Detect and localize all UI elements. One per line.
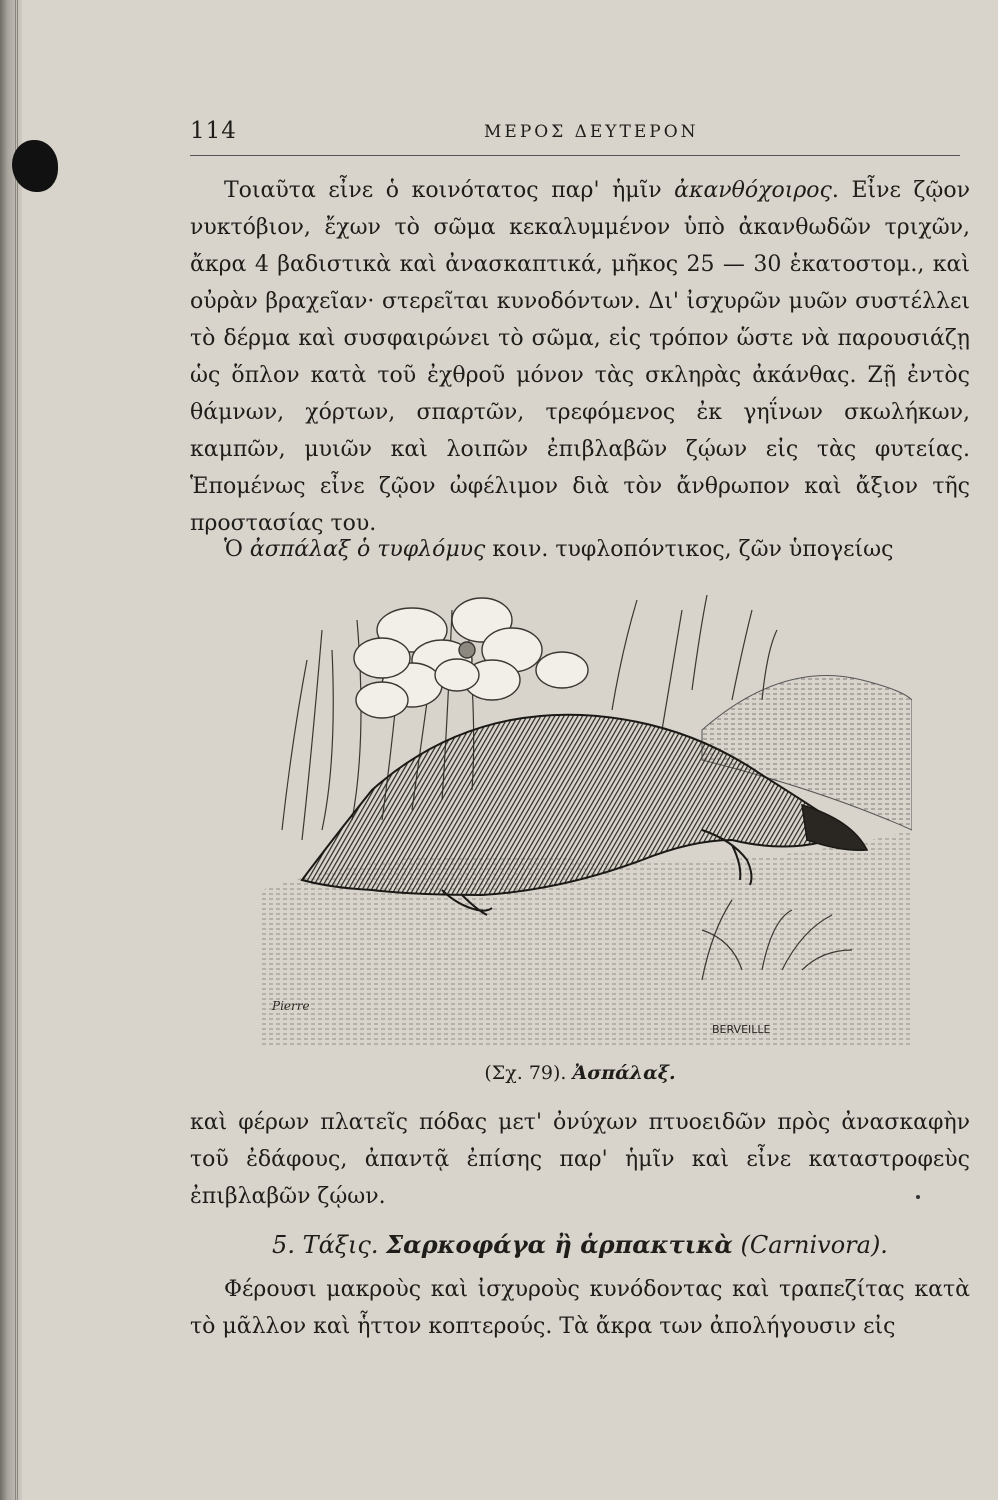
paragraph2-emph: ἀσπάλαξ ὁ τυφλόμυς [249, 537, 486, 562]
paragraph-mole-intro [190, 531, 970, 568]
section-title-greek: Σαρκοφάγα ἢ ἁρπακτικὰ [386, 1230, 733, 1259]
paragraph-hedgehog [190, 172, 970, 542]
stray-mark [916, 1195, 920, 1199]
page-header [190, 118, 960, 158]
paragraph3-text: καὶ φέρων πλατεῖς πόδας μετ' ὀνύχων πτυοειδῶν πρὸς ἀνασκαφὴν τοῦ ἐδάφους, ἀπαντᾷ ἐπίσης παρ' ἡμῖν καὶ εἶνε καταστροφεὺς ἐπιβλαβῶν ζῴων. [190, 1110, 970, 1209]
section-heading [190, 1230, 970, 1259]
ink-blot [12, 140, 58, 192]
mole-illustration [262, 590, 912, 1045]
page-edge [0, 0, 22, 1500]
paragraph-carnivora [190, 1271, 970, 1345]
paragraph4-text: Φέρουσι μακροὺς καὶ ἰσχυροὺς κυνόδοντας καὶ τραπεζίτας κατὰ τὸ μᾶλλον καὶ ἧττον κοπτερούς. Τὰ ἄκρα των ἀπολήγουσιν εἰς [190, 1277, 970, 1339]
paragraph1-emph: ἀκανθόχοιρος [674, 178, 832, 203]
paragraph1-pre: Τοιαῦτα εἶνε ὁ κοινότατος παρ' ἡμῖν [224, 178, 675, 203]
caption-title: Ἀσπάλαξ. [572, 1062, 676, 1084]
paragraph-mole-continued [190, 1104, 970, 1215]
section-title-latin: (Carnivora). [740, 1231, 888, 1259]
svg-text:Pierre: Pierre [272, 999, 310, 1013]
engraver-signature: BERVEILLE [712, 1023, 771, 1036]
figure-caption [190, 1062, 970, 1084]
paragraph2-pre: Ὁ [224, 537, 250, 562]
section-number: 5. Τάξις. [272, 1231, 379, 1259]
page-number: 114 [190, 118, 237, 144]
caption-number: (Σχ. 79). [484, 1062, 567, 1084]
paragraph2-post: κοιν. τυφλοπόντικος, ζῶν ὑπογείως [485, 537, 894, 562]
header-rule [190, 155, 960, 156]
running-head: ΜΕΡΟΣ ΔΕΥΤΕΡΟΝ [484, 122, 699, 142]
paragraph1-post: . Εἶνε ζῷον νυκτόβιον, ἔχων τὸ σῶμα κεκαλυμμένον ὑπὸ ἀκανθωδῶν τριχῶν, ἄκρα 4 βαδιστικὰ καὶ ἀνασκαπτικά, μῆκος 25 — 30 ἑκατοστομ., καὶ οὐρὰν βραχεῖαν· στερεῖται κυνοδόντων. Δι' ἰσχυρῶν μυῶν συστέλλει τὸ δέρμα καὶ συσφαιρώνει τὸ σῶμα, εἰς τρόπον ὥστε νὰ παρουσιάζῃ ὡς ὅπλον κατὰ τοῦ ἐχθροῦ μόνον τὰς σκληρὰς ἀκάνθας. Ζῇ ἐντὸς θάμνων, χόρτων, σπαρτῶν, τρεφόμενος ἐκ γηΐνων σκωλήκων, καμπῶν, μυιῶν καὶ λοιπῶν ἐπιβλαβῶν ζῴων εἰς τὰς φυτείας. Ἑπομένως εἶνε ζῷον ὠφέλιμον διὰ τὸν ἄνθρωπον καὶ ἄξιον τῆς προστασίας του. [190, 178, 970, 536]
